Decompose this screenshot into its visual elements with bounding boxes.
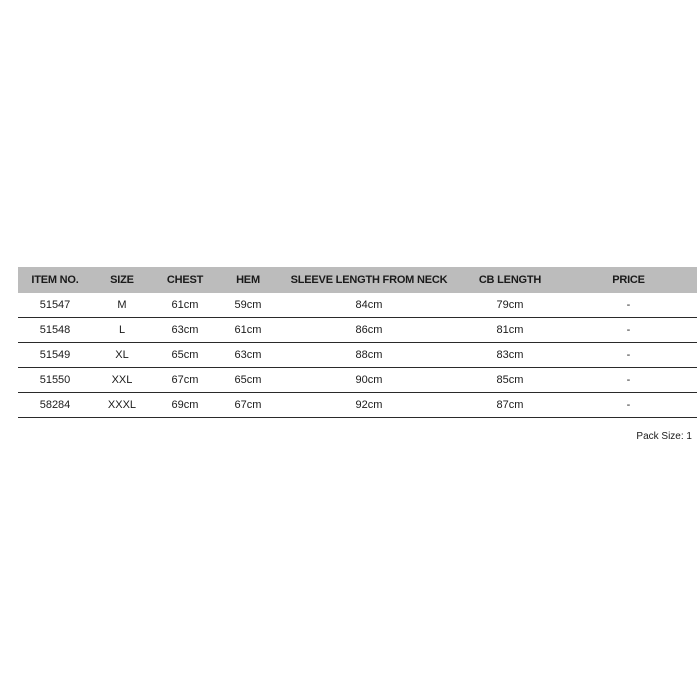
cell-cb-length: 85cm <box>460 368 560 393</box>
cell-chest: 67cm <box>152 368 218 393</box>
cell-sleeve-length: 90cm <box>278 368 460 393</box>
cell-item-no: 51549 <box>18 343 92 368</box>
header-sleeve-length: SLEEVE LENGTH FROM NECK <box>278 267 460 293</box>
cell-hem: 65cm <box>218 368 278 393</box>
cell-hem: 63cm <box>218 343 278 368</box>
table-row <box>18 343 697 368</box>
table-header-row <box>18 267 697 293</box>
size-chart-table <box>18 267 697 418</box>
table-row <box>18 368 697 393</box>
cell-price: - <box>560 343 697 368</box>
cell-price: - <box>560 293 697 318</box>
cell-chest: 65cm <box>152 343 218 368</box>
cell-price: - <box>560 368 697 393</box>
cell-size: XL <box>92 343 152 368</box>
cell-chest: 69cm <box>152 393 218 418</box>
header-hem: HEM <box>218 267 278 293</box>
table-row <box>18 318 697 343</box>
table-row <box>18 293 697 318</box>
header-chest: CHEST <box>152 267 218 293</box>
cell-item-no: 51550 <box>18 368 92 393</box>
cell-size: XXL <box>92 368 152 393</box>
cell-price: - <box>560 318 697 343</box>
header-price: PRICE <box>560 267 697 293</box>
cell-sleeve-length: 92cm <box>278 393 460 418</box>
cell-sleeve-length: 88cm <box>278 343 460 368</box>
header-size: SIZE <box>92 267 152 293</box>
cell-item-no: 51548 <box>18 318 92 343</box>
cell-chest: 61cm <box>152 293 218 318</box>
cell-hem: 61cm <box>218 318 278 343</box>
header-item-no: ITEM NO. <box>18 267 92 293</box>
pack-size-note: Pack Size: 1 <box>636 431 692 442</box>
cell-size: M <box>92 293 152 318</box>
cell-sleeve-length: 86cm <box>278 318 460 343</box>
cell-cb-length: 87cm <box>460 393 560 418</box>
cell-size: L <box>92 318 152 343</box>
cell-size: XXXL <box>92 393 152 418</box>
cell-item-no: 51547 <box>18 293 92 318</box>
table-row <box>18 393 697 418</box>
cell-hem: 67cm <box>218 393 278 418</box>
header-cb-length: CB LENGTH <box>460 267 560 293</box>
cell-chest: 63cm <box>152 318 218 343</box>
cell-hem: 59cm <box>218 293 278 318</box>
cell-cb-length: 79cm <box>460 293 560 318</box>
cell-sleeve-length: 84cm <box>278 293 460 318</box>
cell-price: - <box>560 393 697 418</box>
cell-cb-length: 81cm <box>460 318 560 343</box>
cell-item-no: 58284 <box>18 393 92 418</box>
cell-cb-length: 83cm <box>460 343 560 368</box>
